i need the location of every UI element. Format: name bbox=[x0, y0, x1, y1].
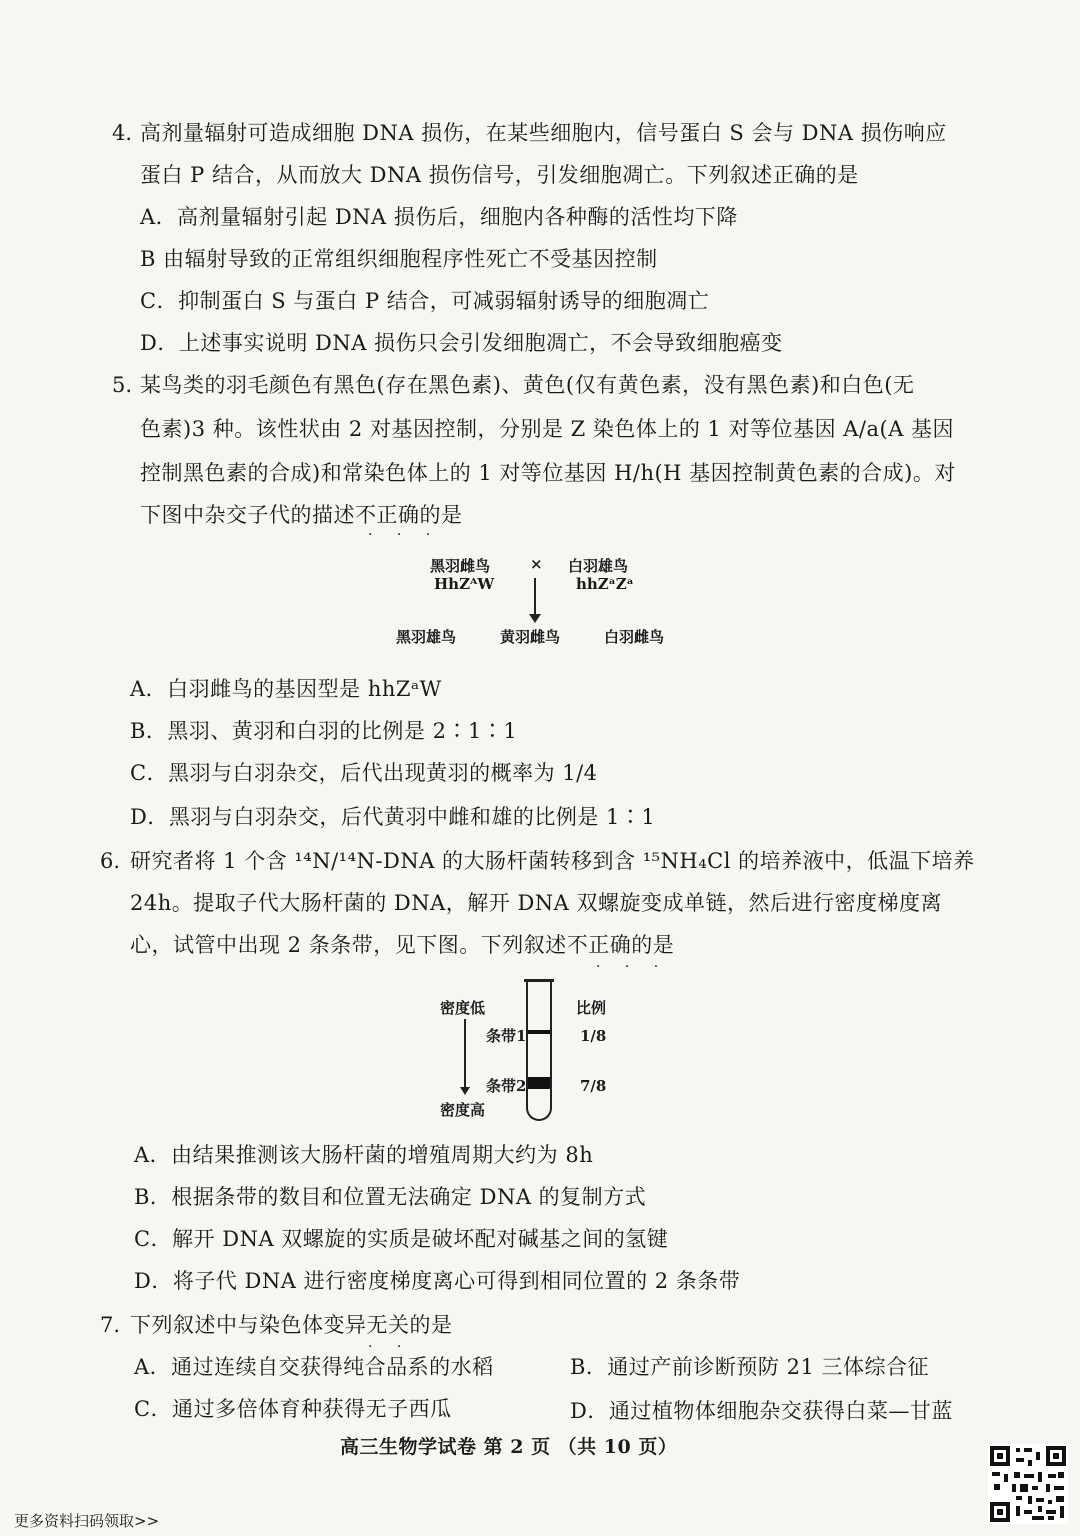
band-2 bbox=[528, 1077, 550, 1089]
offspring-white: 白羽雌鸟 bbox=[604, 628, 665, 646]
q4-option-d: D．上述事实说明 DNA 损伤只会引发细胞凋亡，不会导致细胞癌变 bbox=[140, 331, 783, 355]
q5-stem-line-3: 控制黑色素的合成)和常染色体上的 1 对等位基因 H/h(H 基因控制黄色素的合成)。对 bbox=[140, 461, 956, 485]
q5-emphasis-dots: · · · bbox=[368, 527, 441, 543]
q7-option-b: B．通过产前诊断预防 21 三体综合征 bbox=[570, 1355, 930, 1379]
q6-stem-line-3: 心，试管中出现 2 条条带，见下图。下列叙述不正确的是 bbox=[130, 933, 675, 957]
q6-stem-line-1: 研究者将 1 个含 ¹⁴N/¹⁴N-DNA 的大肠杆菌转移到含 ¹⁵NH₄Cl 的培养液中，低温下培养 bbox=[130, 849, 975, 873]
q7-number: 7. bbox=[100, 1313, 121, 1337]
q7-option-d: D．通过植物体细胞杂交获得白菜—甘蓝 bbox=[570, 1399, 953, 1423]
q6-option-a: A．由结果推测该大肠杆菌的增殖周期大约为 8h bbox=[134, 1143, 594, 1167]
centrifuge-tube bbox=[526, 981, 552, 1121]
q5-stem-line-1: 某鸟类的羽毛颜色有黑色(存在黑色素)、黄色(仅有黄色素，没有黑色素)和白色(无 bbox=[140, 373, 915, 397]
high-density-label: 密度高 bbox=[440, 1101, 486, 1119]
offspring-black: 黑羽雄鸟 bbox=[396, 628, 457, 646]
q6-option-d: D．将子代 DNA 进行密度梯度离心可得到相同位置的 2 条条带 bbox=[134, 1269, 741, 1293]
page-footer: 高三生物学试卷 第 2 页 （共 10 页） bbox=[340, 1436, 678, 1458]
band2-label: 条带2 bbox=[486, 1077, 527, 1095]
q5-stem-line-4: 下图中杂交子代的描述不正确的是 bbox=[140, 503, 463, 527]
q5-option-c: C．黑羽与白羽杂交，后代出现黄羽的概率为 1/4 bbox=[130, 761, 598, 785]
q4-number: 4. bbox=[112, 121, 133, 145]
parent2-genotype: hhZᵃZᵃ bbox=[576, 575, 634, 593]
q5-option-b: B．黑羽、黄羽和白羽的比例是 2∶1∶1 bbox=[130, 719, 518, 743]
q5-option-a: A．白羽雌鸟的基因型是 hhZᵃW bbox=[130, 677, 442, 701]
q4-option-c: C．抑制蛋白 S 与蛋白 P 结合，可减弱辐射诱导的细胞凋亡 bbox=[140, 289, 710, 313]
qr-code[interactable] bbox=[988, 1444, 1068, 1524]
band-1 bbox=[528, 1030, 550, 1034]
q5-number: 5. bbox=[112, 373, 133, 397]
q6-emphasis-dots: · · · bbox=[596, 959, 669, 975]
density-arrow bbox=[464, 1019, 466, 1091]
ratio-header: 比例 bbox=[576, 999, 607, 1017]
cross-arrow bbox=[534, 578, 536, 618]
tube-rim bbox=[524, 979, 554, 982]
q7-option-c: C．通过多倍体育种获得无子西瓜 bbox=[134, 1397, 452, 1421]
low-density-label: 密度低 bbox=[440, 999, 486, 1017]
density-arrow-head bbox=[460, 1087, 470, 1095]
q4-stem-line-2: 蛋白 P 结合，从而放大 DNA 损伤信号，引发细胞凋亡。下列叙述正确的是 bbox=[140, 163, 859, 187]
offspring-yellow: 黄羽雌鸟 bbox=[500, 628, 561, 646]
q6-number: 6. bbox=[100, 849, 121, 873]
q6-option-c: C．解开 DNA 双螺旋的实质是破坏配对碱基之间的氢键 bbox=[134, 1227, 669, 1251]
q7-emphasis-dots: · · bbox=[368, 1339, 412, 1355]
q6-stem-line-2: 24h。提取子代大肠杆菌的 DNA，解开 DNA 双螺旋变成单链，然后进行密度梯度离 bbox=[130, 891, 943, 915]
parent1-genotype: HhZᴬW bbox=[434, 575, 495, 593]
q4-stem-line-1: 高剂量辐射可造成细胞 DNA 损伤，在某些细胞内，信号蛋白 S 会与 DNA 损伤响应 bbox=[140, 121, 947, 145]
cross-symbol: × bbox=[530, 555, 543, 573]
promo-text[interactable]: 更多资料扫码领取>> bbox=[14, 1512, 160, 1530]
band1-ratio: 1/8 bbox=[580, 1027, 607, 1045]
band2-ratio: 7/8 bbox=[580, 1077, 607, 1095]
q4-option-b: B 由辐射导致的正常组织细胞程序性死亡不受基因控制 bbox=[140, 247, 658, 271]
q5-option-d: D．黑羽与白羽杂交，后代黄羽中雌和雄的比例是 1∶1 bbox=[130, 805, 656, 829]
parent2-label: 白羽雄鸟 bbox=[568, 557, 629, 575]
q7-stem: 下列叙述中与染色体变异无关的是 bbox=[130, 1313, 453, 1337]
band1-label: 条带1 bbox=[486, 1027, 527, 1045]
q4-option-a: A．高剂量辐射引起 DNA 损伤后，细胞内各种酶的活性均下降 bbox=[140, 205, 738, 229]
parent1-label: 黑羽雌鸟 bbox=[430, 557, 491, 575]
q7-option-a: A．通过连续自交获得纯合品系的水稻 bbox=[134, 1355, 494, 1379]
cross-arrow-head bbox=[529, 614, 541, 623]
q6-tube-diagram bbox=[430, 975, 650, 1125]
q5-stem-line-2: 色素)3 种。该性状由 2 对基因控制，分别是 Z 染色体上的 1 对等位基因 A/a(A 基因 bbox=[140, 417, 955, 441]
q6-option-b: B．根据条带的数目和位置无法确定 DNA 的复制方式 bbox=[134, 1185, 647, 1209]
q5-cross-diagram bbox=[390, 550, 700, 650]
